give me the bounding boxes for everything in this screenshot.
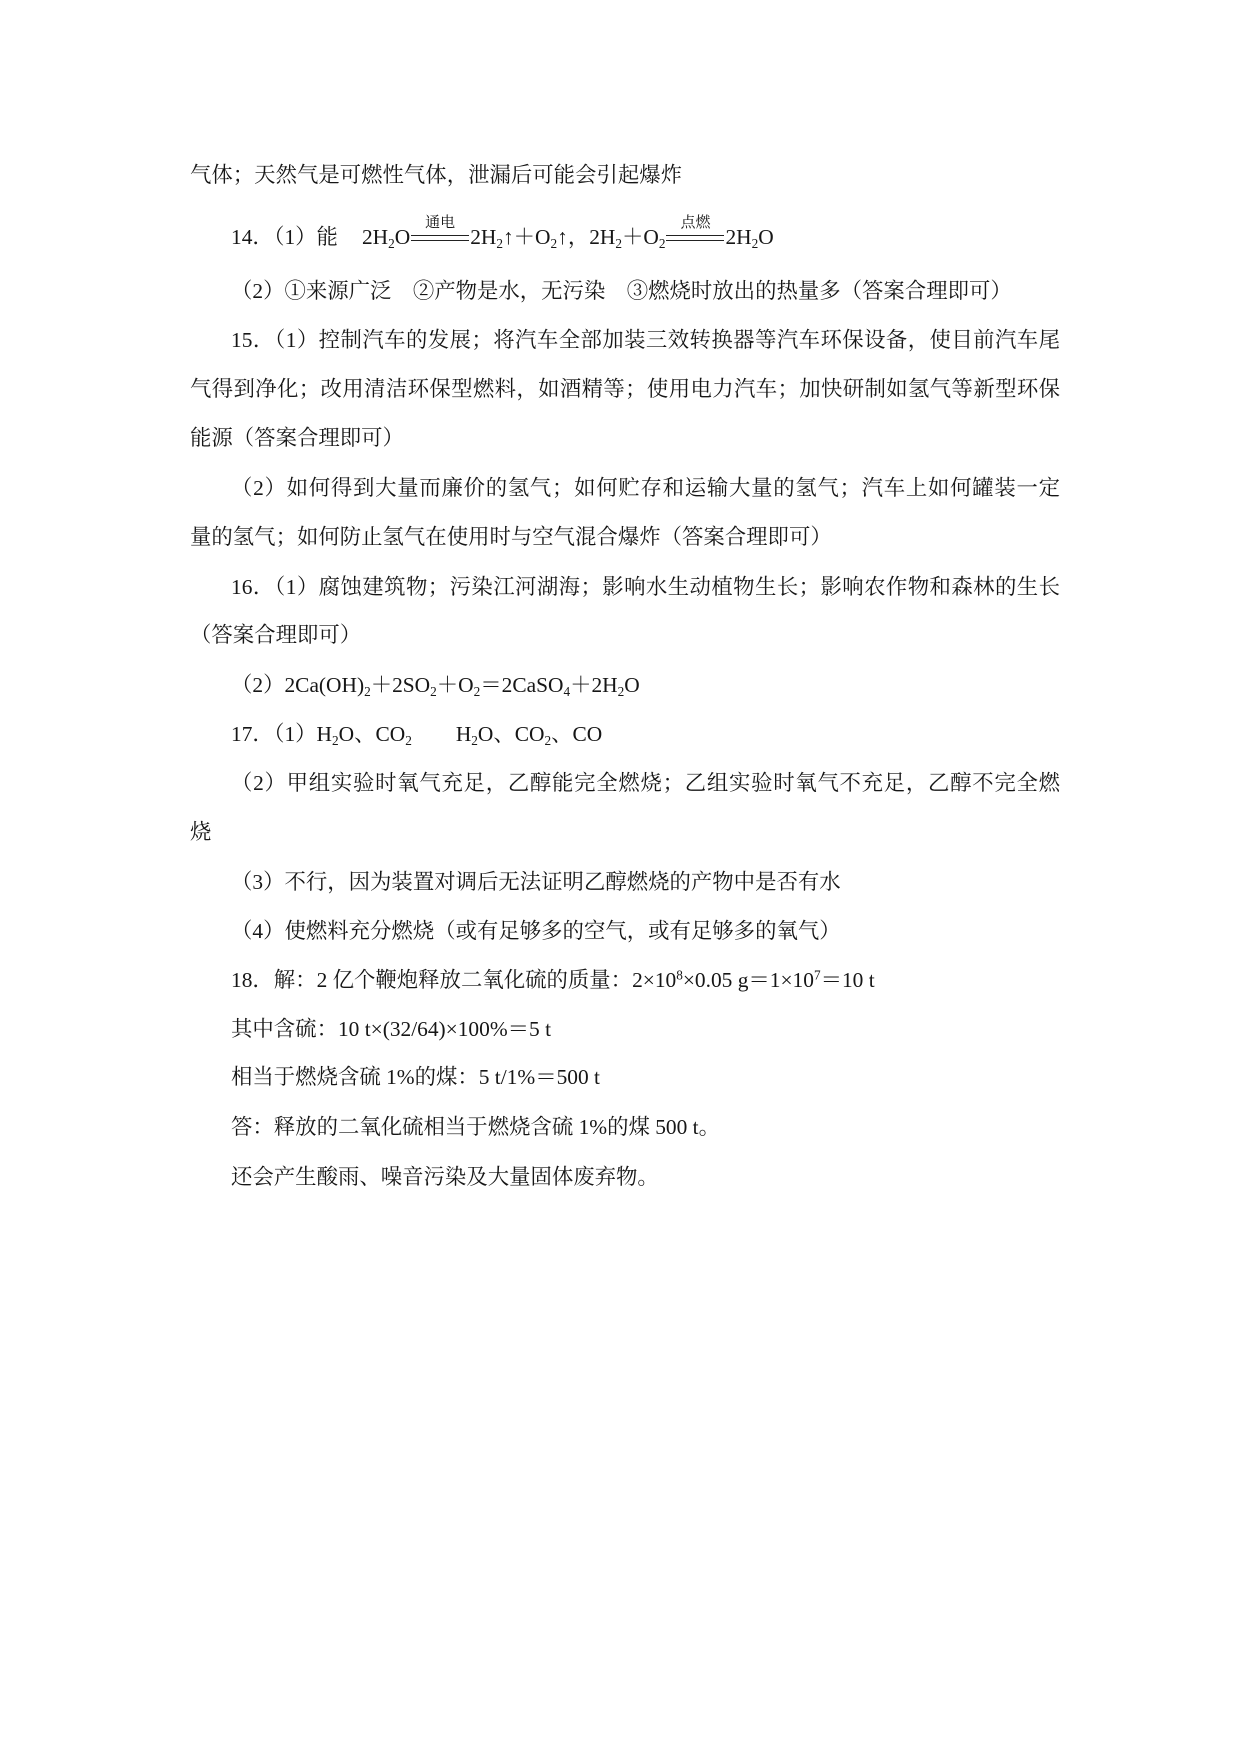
- q15-part1-line-3: 能源（答案合理即可）: [190, 426, 404, 450]
- formula-text: O: [758, 225, 774, 249]
- formula-text: 2H: [361, 225, 389, 249]
- formula-text: ＋O: [436, 673, 474, 697]
- q17-part2-line-2: 烧: [190, 820, 212, 844]
- formula-text: O: [624, 673, 640, 697]
- subscript: 2: [617, 683, 625, 699]
- subscript: 2: [658, 235, 666, 251]
- superscript: 8: [676, 967, 683, 983]
- formula-text: 、CO: [551, 722, 603, 746]
- subscript: 2: [544, 732, 552, 748]
- q17-part2-line-1: （2）甲组实验时氧气充足，乙醇能完全燃烧；乙组实验时氧气不充足，乙醇不完全燃: [231, 771, 1060, 795]
- formula-text: ＋2SO: [370, 673, 431, 697]
- formula-text: H: [455, 722, 472, 746]
- calculation-text: ＝10 t: [820, 968, 875, 992]
- formula-text: O、CO: [338, 722, 406, 746]
- q15-part2-line-1: （2）如何得到大量而廉价的氢气；如何贮存和运输大量的氢气；汽车上如何罐装一定: [231, 476, 1060, 500]
- q18-line-1: [231, 965, 875, 995]
- calculation-text: ×0.05 g＝1×10: [682, 968, 814, 992]
- q14-part1-label: 14．（1）能: [231, 225, 338, 249]
- subscript: 2: [430, 683, 437, 699]
- subscript: 4: [563, 683, 571, 699]
- subscript: 2: [388, 235, 395, 251]
- reaction-condition: 点燃: [680, 214, 711, 231]
- superscript: 7: [813, 967, 821, 983]
- subscript: 2: [405, 732, 412, 748]
- subscript: 2: [471, 732, 478, 748]
- formula-text: ↑＋O: [502, 225, 551, 249]
- q17-part3-line: （3）不行，因为装置对调后无法证明乙醇燃烧的产物中是否有水: [231, 870, 841, 894]
- formula-text: （2）2Ca(OH): [231, 673, 365, 697]
- q18-answer-line: 答：释放的二氧化硫相当于燃烧含硫 1%的煤 500 t。: [231, 1115, 721, 1139]
- subscript: 2: [332, 732, 339, 748]
- q18-line-3: 相当于燃烧含硫 1%的煤：5 t/1%＝500 t: [231, 1065, 600, 1089]
- q15-part1-line-2: 气得到净化；改用清洁环保型燃料，如酒精等；使用电力汽车；加快研制如氢气等新型环保: [190, 377, 1060, 401]
- formula-text: ↑，2H: [557, 225, 616, 249]
- subscript: 2: [615, 235, 622, 251]
- q18-note-line: 还会产生酸雨、噪音污染及大量固体废弃物。: [231, 1165, 659, 1189]
- q18-line-2: 其中含硫：10 t×(32/64)×100%＝5 t: [231, 1017, 552, 1041]
- formula-text: 2H: [725, 225, 752, 249]
- formula-text: 17．（1）H: [231, 722, 333, 746]
- formula-text: 2H: [470, 225, 497, 249]
- subscript: 2: [364, 683, 371, 699]
- formula-text: ＝2CaSO: [480, 673, 564, 697]
- q17-part1-line: [231, 719, 602, 749]
- subscript: 2: [473, 683, 481, 699]
- q15-part1-line-1: 15．（1）控制汽车的发展；将汽车全部加装三效转换器等汽车环保设备，使目前汽车尾: [231, 328, 1060, 352]
- q15-part2-line-2: 量的氢气；如何防止氢气在使用时与空气混合爆炸（答案合理即可）: [190, 525, 832, 549]
- reaction-condition: 通电: [425, 214, 456, 231]
- formula-text: O: [394, 225, 411, 249]
- q13-continuation-line: 气体；天然气是可燃性气体，泄漏后可能会引起爆炸: [190, 163, 682, 187]
- formula-text: O、CO: [477, 722, 545, 746]
- formula-text: ＋2H: [570, 673, 618, 697]
- q16-part2-line: [231, 670, 640, 700]
- subscript: 2: [550, 235, 558, 251]
- reaction-arrow: [411, 214, 469, 241]
- subscript: 2: [751, 235, 759, 251]
- calculation-text: 18．解：2 亿个鞭炮释放二氧化硫的质量：2×10: [231, 968, 677, 992]
- q17-part4-line: （4）使燃料充分燃烧（或有足够多的空气，或有足够多的氧气）: [231, 919, 841, 943]
- q14-part1-line: [231, 214, 774, 252]
- formula-text: ＋O: [622, 225, 659, 249]
- q16-part1-line-2: （答案合理即可）: [190, 623, 362, 647]
- subscript: 2: [496, 235, 503, 251]
- reaction-arrow: [666, 214, 724, 241]
- q14-part2-line: （2）①来源广泛 ②产物是水，无污染 ③燃烧时放出的热量多（答案合理即可）: [231, 279, 1012, 303]
- q16-part1-line-1: 16．（1）腐蚀建筑物；污染江河湖海；影响水生动植物生长；影响农作物和森林的生长: [231, 575, 1060, 599]
